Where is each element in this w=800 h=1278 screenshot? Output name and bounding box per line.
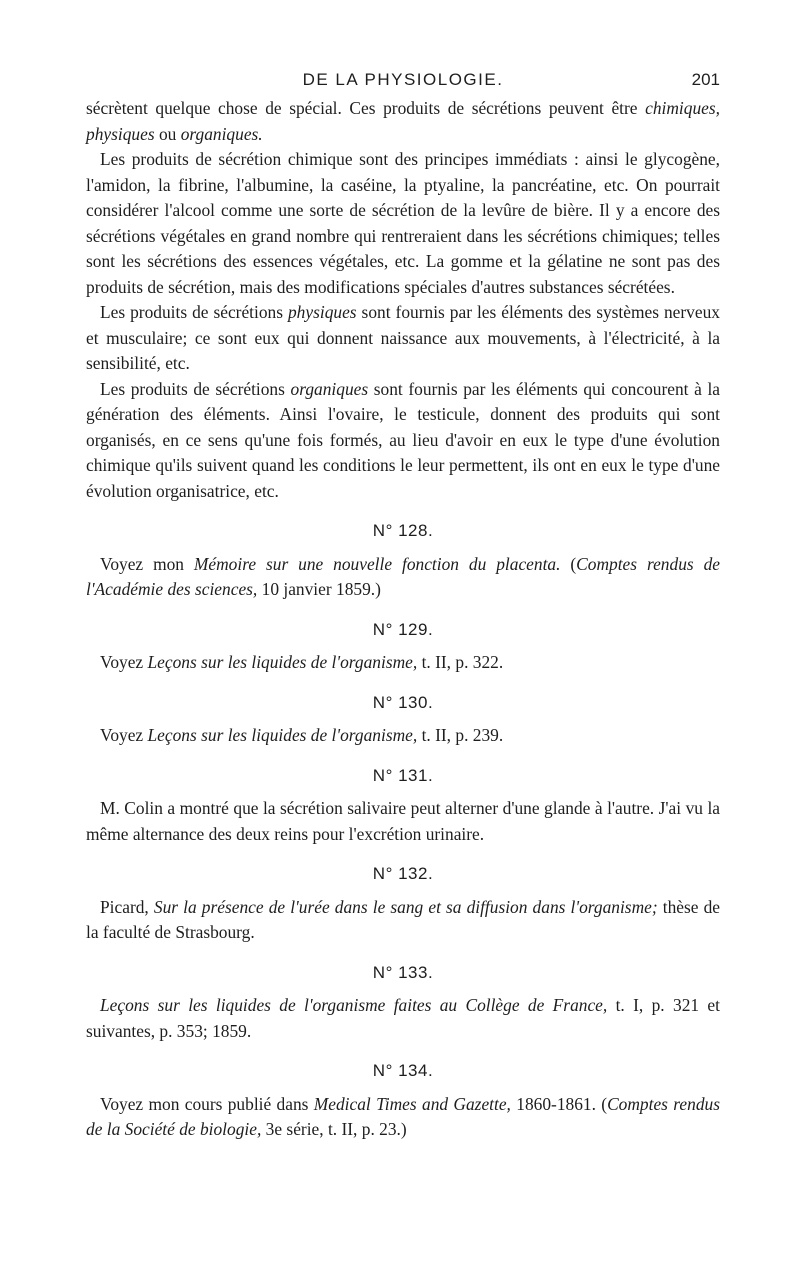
paragraph-organic-secretions	[86, 377, 720, 505]
note-131: M. Colin a montré que la sécrétion salivaire peut alterner d'une glande à l'autre. J'ai vu la même alternance des deux reins pour l'excrétion urinaire.	[86, 798, 720, 844]
italic-run: organiques	[290, 378, 369, 399]
text-run: t. II, p. 239.	[417, 725, 504, 745]
text-run: 3e série, t. II, p. 23.)	[261, 1119, 407, 1139]
paragraph-physical-secretions	[86, 300, 720, 377]
note-134	[86, 1092, 720, 1143]
italic-run: Comptes rendus de la Société de biologie,	[86, 1093, 720, 1139]
note-number-131: N° 131.	[372, 765, 434, 785]
text-run: sont fournis par les éléments qui concourent à la génération des éléments. Ainsi l'ovaire, le testicule, donnent des produits qui sont organisés, en ce sens qu'une fois formés, au lieu d'avoir en eux le type d'une évolution chimique qu'ils suivent quand les conditions le leur permettent, ils ont en eux le type d'une évolution organisatrice, etc.	[86, 378, 720, 501]
note-number-134: N° 134.	[372, 1061, 434, 1080]
note-133	[86, 993, 720, 1044]
italic-run: Leçons sur les liquides de l'organisme faites au Collège de France,	[100, 995, 608, 1015]
italic-run: chimiques, physiques	[86, 98, 720, 144]
text-run: sont fournis par les éléments des systèmes nerveux et musculaire; ce sont eux qui donnent naissance aux mouvements, à l'électricité, à la sensibilité, etc.	[86, 302, 720, 373]
text-run: Les produits de sécrétions	[100, 302, 288, 322]
note-128	[86, 552, 720, 603]
note-number-133: N° 133.	[372, 962, 434, 982]
body-text	[86, 96, 720, 1143]
italic-run: Sur la présence de l'urée dans le sang et sa diffusion dans l'organisme;	[153, 896, 658, 917]
italic-run: Leçons sur les liquides de l'organisme,	[147, 725, 418, 745]
text-run: Voyez mon cours publié dans	[100, 1093, 314, 1114]
italic-run: Comptes rendus de l'Académie des sciences,	[86, 553, 720, 599]
italic-run: physiques	[287, 302, 357, 322]
text-run: Picard,	[100, 896, 154, 917]
note-number-128: N° 128.	[372, 521, 434, 540]
italic-run: Medical Times and Gazette,	[313, 1093, 511, 1114]
text-run: 10 janvier 1859.)	[257, 579, 381, 599]
text-run: Voyez mon	[100, 553, 194, 574]
note-number-129: N° 129.	[372, 619, 434, 639]
text-run: ou	[154, 123, 181, 144]
text-run: Voyez	[100, 725, 148, 745]
note-130	[86, 723, 720, 749]
italic-run: Mémoire sur une nouvelle fonction du placenta.	[193, 553, 561, 574]
text-run: t. I, p. 321 et suivantes, p. 353; 1859.	[86, 995, 720, 1041]
note-132	[86, 895, 720, 946]
text-run: thèse de la faculté de Strasbourg.	[86, 896, 720, 942]
italic-run: organiques.	[180, 123, 263, 144]
text-run: (	[560, 553, 577, 574]
italic-run: Leçons sur les liquides de l'organisme,	[147, 652, 418, 672]
page-header	[86, 70, 720, 96]
text-run: Voyez	[100, 652, 148, 672]
text-run: sécrètent quelque chose de spécial. Ces produits de sécrétions peuvent être	[86, 98, 646, 118]
page-number: 201	[691, 70, 720, 89]
text-run: 1860-1861. (	[510, 1093, 608, 1114]
paragraph-continuation	[86, 96, 720, 147]
paragraph-chemical-secretions: Les produits de sécrétion chimique sont des principes immédiats : ainsi le glycogène, l'amidon, la fibrine, l'albumine, la caséine, la ptyaline, la pancréatine, etc. On pourrait considérer l'alcool comme une sorte de sécrétion de la levûre de bière. Il y a encore des sécrétions végétales en grand nombre qui rentreraient dans les sécrétions chimiques; telles sont les sécrétions des essences végétales, etc. La gomme et la gélatine ne sont pas des produits de sécrétion, mais des modifications spéciales d'autres substances sécrétées.	[86, 149, 720, 297]
note-number-132: N° 132.	[372, 864, 434, 883]
running-title: DE LA PHYSIOLOGIE.	[302, 70, 504, 89]
text-run: t. II, p. 322.	[417, 652, 504, 672]
note-129	[86, 650, 720, 676]
note-number-130: N° 130.	[372, 692, 434, 712]
text-run: Les produits de sécrétions	[100, 378, 291, 399]
